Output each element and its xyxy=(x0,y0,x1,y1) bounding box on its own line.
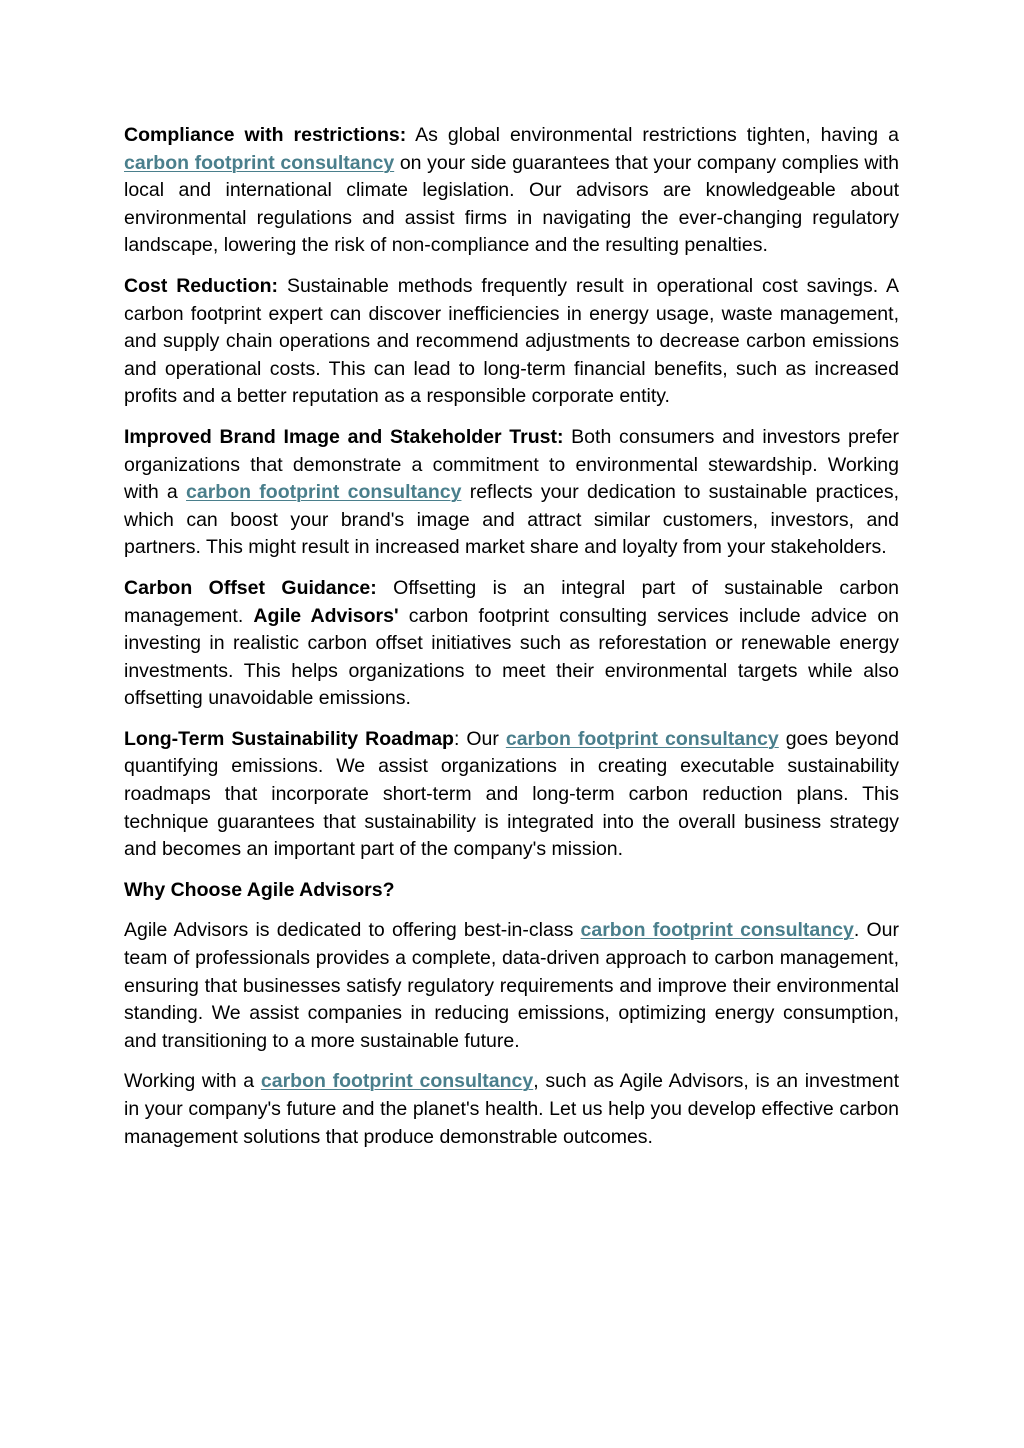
paragraph-text: . Our team of professionals provides a complete, data-driven approach to carbon management, ensuring that businesses satisfy regulatory requirements and improve their environmental standing. We assist companies in reducing emissions, optimizing energy consumption, and transitioning to a more sustainable future. xyxy=(124,919,900,1052)
paragraph-carbon-offset xyxy=(124,575,899,713)
paragraph-text: Sustainable methods frequently result in operational cost savings. A carbon footprint expert can discover inefficiencies in energy usage, waste management, and supply chain operations and recommend adjustments to decrease carbon emissions and operational costs. This can lead to long-term financial benefits, such as increased profits and a better reputation as a responsible corporate entity. xyxy=(124,274,899,408)
carbon-footprint-consultancy-link[interactable]: carbon footprint consultancy xyxy=(260,1070,534,1093)
paragraph-text: Working with a xyxy=(124,1070,261,1093)
paragraph-closing xyxy=(124,1068,899,1151)
paragraph-text: Both consumers and investors prefer organizations that demonstrate a commitment to environmental stewardship. Working with a xyxy=(124,425,899,504)
document-page xyxy=(124,122,899,1164)
paragraph-text: carbon footprint consulting services include advice on investing in realistic carbon offset initiatives such as reforestation or renewable energy investments. This helps organizations to meet their environmental targets while also offsetting unavoidable emissions. xyxy=(124,604,900,710)
paragraph-text: Agile Advisors is dedicated to offering best-in-class xyxy=(124,919,581,942)
paragraph-text: : Our xyxy=(453,727,506,750)
paragraph-sustainability-roadmap xyxy=(124,726,899,864)
company-name-bold: Agile Advisors' xyxy=(253,604,399,627)
paragraph-text: goes beyond quantifying emissions. We assist organizations in creating executable sustainability roadmaps that incorporate short-term and long-term carbon reduction plans. This technique guarantees that sustainability is integrated into the overall business strategy and becomes an important part of the company's mission. xyxy=(124,727,899,861)
carbon-footprint-consultancy-link[interactable]: carbon footprint consultancy xyxy=(186,481,462,504)
paragraph-text: reflects your dedication to sustainable practices, which can boost your brand's image and attract similar customers, investors, and partners. This might result in increased market share and loyalty from your stakeholders. xyxy=(124,481,900,559)
paragraph-brand-image xyxy=(124,424,899,562)
paragraph-heading: Compliance with restrictions: xyxy=(124,124,407,146)
paragraph-compliance xyxy=(124,122,899,260)
carbon-footprint-consultancy-link[interactable]: carbon footprint consultancy xyxy=(124,151,395,174)
paragraph-text: Offsetting is an integral part of sustainable carbon management. xyxy=(124,576,899,627)
carbon-footprint-consultancy-link[interactable]: carbon footprint consultancy xyxy=(505,727,779,750)
paragraph-heading: Improved Brand Image and Stakeholder Trust: xyxy=(124,425,564,448)
paragraph-heading: Long-Term Sustainability Roadmap xyxy=(124,727,454,750)
paragraph-text: , such as Agile Advisors, is an investment in your company's future and the planet's health. Let us help you develop effective carbon management solutions that produce demonstrable outcomes. xyxy=(124,1070,900,1148)
section-heading: Why Choose Agile Advisors? xyxy=(124,878,395,901)
carbon-footprint-consultancy-link[interactable]: carbon footprint consultancy xyxy=(580,919,854,942)
paragraph-cost-reduction xyxy=(124,273,899,411)
paragraph-text: on your side guarantees that your company complies with local and international climate legislation. Our advisors are knowledgeable about environmental regulations and assist firms in navigating the ever-changing regulatory landscape, lowering the risk of non-compliance and the resulting penalties. xyxy=(124,151,900,257)
paragraph-heading: Carbon Offset Guidance: xyxy=(124,576,377,599)
paragraph-text: As global environmental restrictions tighten, having a xyxy=(406,124,899,146)
section-heading-why-choose xyxy=(124,877,899,905)
paragraph-why-choose-body xyxy=(124,917,899,1055)
paragraph-heading: Cost Reduction: xyxy=(124,274,279,297)
